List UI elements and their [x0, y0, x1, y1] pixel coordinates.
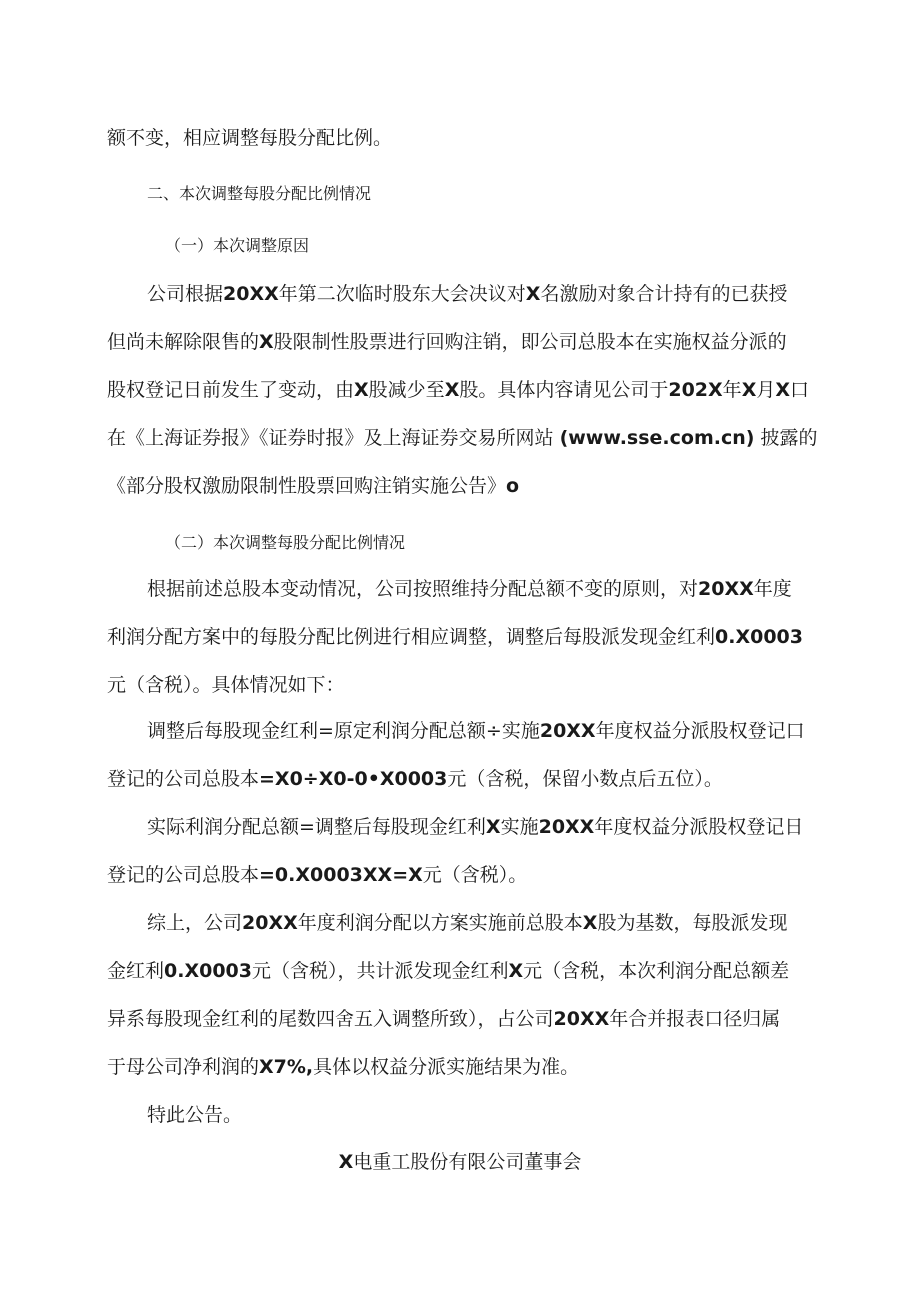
subsection2-title	[0, 535, 920, 551]
bold-text: 20XX	[242, 912, 298, 934]
bold-text: X	[485, 816, 501, 838]
p4-line-2	[0, 866, 920, 885]
text: 在《上海证券报》《证券时报》及上海证券交易所网站	[107, 427, 554, 449]
text: 元（含税，保留小数点后五位）。	[447, 768, 723, 790]
p1-line-4	[0, 429, 920, 448]
p2-line-2	[0, 628, 920, 647]
text: 调整后每股现金红利=原定利润分配总额÷实施	[147, 720, 540, 742]
text: 年度权益分派股权登记口	[595, 720, 805, 742]
heading-text: （二）本次调整每股分配比例情况	[165, 533, 406, 552]
text: 年度利润分配以方案实施前总股本	[297, 912, 583, 934]
signature-text: 电重工股份有限公司董事会	[353, 1151, 582, 1173]
bold-text: 20XX	[538, 816, 595, 838]
bold-text: X7%,	[259, 1056, 314, 1078]
text: 股权登记日前发生了变动，由	[107, 379, 355, 401]
section2-title	[0, 186, 920, 202]
p5-line-1	[0, 914, 920, 933]
bold-text: X	[741, 379, 757, 401]
bold-text: 20XX	[539, 720, 596, 742]
text: 元（含税），共计派发现金红利	[251, 960, 509, 982]
bold-text: 20XX	[553, 1008, 610, 1030]
text: 元（含税，本次利润分配总额差	[523, 960, 790, 982]
text: 股限制性股票进行回购注销，即公司总股本在实施权益分派的	[273, 331, 787, 353]
text: 于母公司净利润的	[107, 1056, 260, 1078]
p3-line-2	[0, 770, 920, 789]
bold-text: 0.X0003	[715, 626, 803, 648]
text: 异系每股现金红利的尾数四舍五入调整所致），占公司	[107, 1008, 554, 1030]
text: 登记的公司总股本	[107, 864, 260, 886]
text: 披露的	[760, 427, 818, 449]
text: 股减少至	[368, 379, 445, 401]
p1-line-2	[0, 333, 920, 352]
text: 公司根据	[147, 283, 224, 305]
text: 股为基数，每股派发现	[597, 912, 788, 934]
bold-text: o	[506, 475, 520, 497]
text: 额不变，相应调整每股分配比例。	[107, 127, 393, 149]
p4-line-1	[0, 818, 920, 837]
text: 元（含税）。	[422, 864, 528, 886]
text: 利润分配方案中的每股分配比例进行相应调整，调整后每股派发现金红利	[107, 626, 716, 648]
p5-line-4	[0, 1058, 920, 1077]
bold-text: 20XX	[223, 283, 279, 305]
text: 实际利润分配总额=调整后每股现金红利	[147, 816, 486, 838]
text: 口	[790, 379, 810, 401]
p2-line-1	[0, 580, 920, 599]
text: 年度	[753, 578, 792, 600]
text: 具体以权益分派实施结果为准。	[313, 1056, 580, 1078]
formula: =X0÷X0-0•X0003	[259, 768, 448, 790]
closing-line	[0, 1106, 920, 1125]
text: 股。具体内容请见公司于	[459, 379, 669, 401]
text: 综上，公司	[147, 912, 243, 934]
p5-line-3	[0, 1010, 920, 1029]
bold-text: X	[508, 960, 524, 982]
bold-text: X	[354, 379, 369, 401]
text: 但尚未解除限售的	[107, 331, 260, 353]
formula: =0.X0003XX=X	[259, 864, 423, 886]
p1-line-3	[0, 381, 920, 400]
text: 登记的公司总股本	[107, 768, 260, 790]
signature-line	[0, 1153, 920, 1172]
p2-line-3	[0, 676, 920, 695]
p5-line-2	[0, 962, 920, 981]
subsection1-title	[0, 238, 920, 254]
heading-text: 二、本次调整每股分配比例情况	[147, 184, 372, 203]
text: 年第二次临时股东大会决议对	[278, 283, 526, 305]
bold-text: X	[338, 1151, 354, 1173]
text: 月	[756, 379, 776, 401]
closing-text: 特此公告。	[147, 1104, 243, 1126]
bold-text: X	[259, 331, 274, 353]
text: 《部分股权激励限制性股票回购注销实施公告》	[107, 475, 507, 497]
bold-text: 0.X0003	[164, 960, 252, 982]
text: 实施	[500, 816, 539, 838]
p1-line-1	[0, 285, 920, 304]
text: 元（含税）。具体情况如下：	[107, 674, 345, 696]
text: 金红利	[107, 960, 165, 982]
website-url: (www.sse.com.cn)	[559, 427, 755, 449]
bold-text: 202X	[668, 379, 723, 401]
text: 年合并报表口径归属	[609, 1008, 781, 1030]
bold-text: X	[525, 283, 541, 305]
text: 年	[722, 379, 742, 401]
p1-line-5	[0, 477, 920, 496]
p3-line-1	[0, 722, 920, 741]
intro-tail-line	[0, 129, 920, 148]
text: 名激励对象合计持有的已获授	[540, 283, 788, 305]
heading-text: （一）本次调整原因	[165, 236, 310, 255]
text: 根据前述总股本变动情况，公司按照维持分配总额不变的原则，对	[147, 578, 699, 600]
bold-text: X	[582, 912, 598, 934]
text: 年度权益分派股权登记日	[594, 816, 804, 838]
bold-text: 20XX	[698, 578, 754, 600]
bold-text: X	[444, 379, 460, 401]
bold-text: X	[775, 379, 791, 401]
